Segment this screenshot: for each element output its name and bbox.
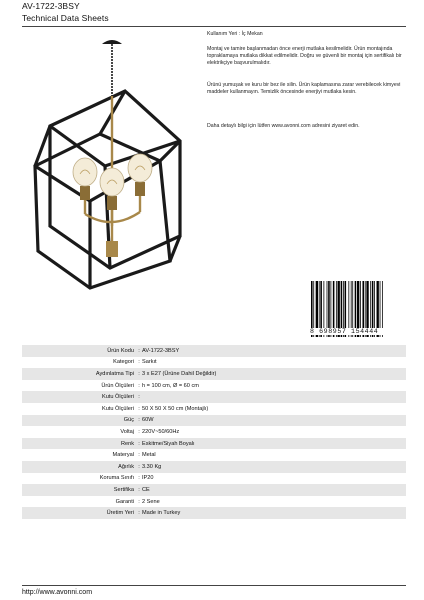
spec-row bbox=[22, 438, 406, 450]
spec-label: Kategori bbox=[113, 359, 134, 366]
spec-separator: : bbox=[138, 486, 140, 493]
spec-value: 3.30 Kg bbox=[142, 463, 162, 470]
spec-separator: : bbox=[138, 370, 140, 377]
spec-label: Sertifika bbox=[113, 486, 134, 493]
spec-value: 220V~50/60Hz bbox=[142, 428, 180, 435]
website-notice: Daha detaylı bilgi için lütfen www.avonni.com adresini ziyaret edin. bbox=[207, 123, 360, 129]
spec-label: Ağırlık bbox=[118, 463, 134, 470]
spec-value: Metal bbox=[142, 452, 156, 459]
spec-separator: : bbox=[138, 405, 140, 412]
spec-row bbox=[22, 507, 406, 519]
spec-row bbox=[22, 403, 406, 415]
document-subtitle: Technical Data Sheets bbox=[22, 13, 109, 23]
spec-label: Garanti bbox=[115, 498, 134, 505]
spec-label: Güç bbox=[123, 417, 134, 424]
spec-separator: : bbox=[138, 428, 140, 435]
spec-label: Materyal bbox=[112, 452, 134, 459]
header-divider bbox=[22, 26, 406, 27]
spec-value: AV-1722-3BSY bbox=[142, 347, 180, 354]
spec-value: CE bbox=[142, 486, 150, 493]
spec-value: IP20 bbox=[142, 475, 154, 482]
spec-value: 50 X 50 X 50 cm (Montajlı) bbox=[142, 405, 209, 412]
spec-label: Kutu Ölçüleri bbox=[101, 405, 134, 412]
spec-label: Voltaj bbox=[120, 428, 134, 435]
footer-divider bbox=[22, 585, 406, 586]
spec-separator: : bbox=[138, 452, 140, 459]
usage-location: Kullanım Yeri : İç Mekan bbox=[207, 31, 263, 37]
spec-row bbox=[22, 496, 406, 508]
spec-row bbox=[22, 461, 406, 473]
footer-url[interactable]: http://www.avonni.com bbox=[22, 589, 93, 596]
product-image bbox=[30, 36, 200, 296]
spec-separator: : bbox=[138, 463, 140, 470]
spec-value: Made in Turkey bbox=[142, 510, 181, 517]
spec-label: Ürün Kodu bbox=[107, 347, 134, 354]
spec-separator: : bbox=[138, 394, 140, 401]
spec-label: Kutu Ölçüleri bbox=[101, 394, 134, 401]
spec-row bbox=[22, 345, 406, 357]
spec-row bbox=[22, 415, 406, 427]
spec-label: Aydınlatma Tipi bbox=[95, 370, 134, 377]
spec-row bbox=[22, 484, 406, 496]
spec-separator: : bbox=[138, 475, 140, 482]
spec-separator: : bbox=[138, 440, 140, 447]
product-code-header: AV-1722-3BSY bbox=[22, 1, 80, 11]
spec-value: 2 Sene bbox=[142, 498, 160, 505]
installation-notice: Montaj ve tamire başlanmadan önce enerji mutlaka kesilmelidir. Ürün montajında topraklamaya mutlaka dikkat edilmelidir. Doğru ve güvenli bir montaj için sertifikalı bir elektrikçiye başvurulmalıdır. bbox=[207, 46, 402, 66]
spec-value: 60W bbox=[142, 417, 154, 424]
spec-row bbox=[22, 426, 406, 438]
spec-separator: : bbox=[138, 382, 140, 389]
spec-table bbox=[22, 345, 406, 519]
spec-separator: : bbox=[138, 498, 140, 505]
spec-separator: : bbox=[138, 417, 140, 424]
spec-label: Koruma Sınıfı bbox=[99, 475, 134, 482]
spec-label: Renk bbox=[120, 440, 134, 447]
spec-row bbox=[22, 380, 406, 392]
spec-value: Sarkıt bbox=[142, 359, 157, 366]
spec-value: 3 x E27 (Ürüne Dahil Değildir) bbox=[142, 370, 217, 377]
spec-label: Üretim Yeri bbox=[106, 510, 134, 517]
spec-row bbox=[22, 473, 406, 485]
spec-separator: : bbox=[138, 510, 140, 517]
spec-row bbox=[22, 368, 406, 380]
spec-separator: : bbox=[138, 359, 140, 366]
spec-separator: : bbox=[138, 347, 140, 354]
cleaning-notice: Ürünü yumuşak ve kuru bir bez ile silin. Ürün kaplamasına zarar verebilecek kimyevi maddeler kullanmayın. Temizlik öncesinde enerjiyi mutlaka kesin. bbox=[207, 82, 401, 95]
spec-row bbox=[22, 391, 406, 403]
barcode-number: 8 698957 154444 bbox=[310, 328, 404, 335]
spec-value: Eskitme/Siyah Boyalı bbox=[142, 440, 195, 447]
spec-row bbox=[22, 357, 406, 369]
spec-value: h = 100 cm, Ø = 60 cm bbox=[142, 382, 199, 389]
spec-label: Ürün Ölçüleri bbox=[101, 382, 134, 389]
spec-row bbox=[22, 449, 406, 461]
